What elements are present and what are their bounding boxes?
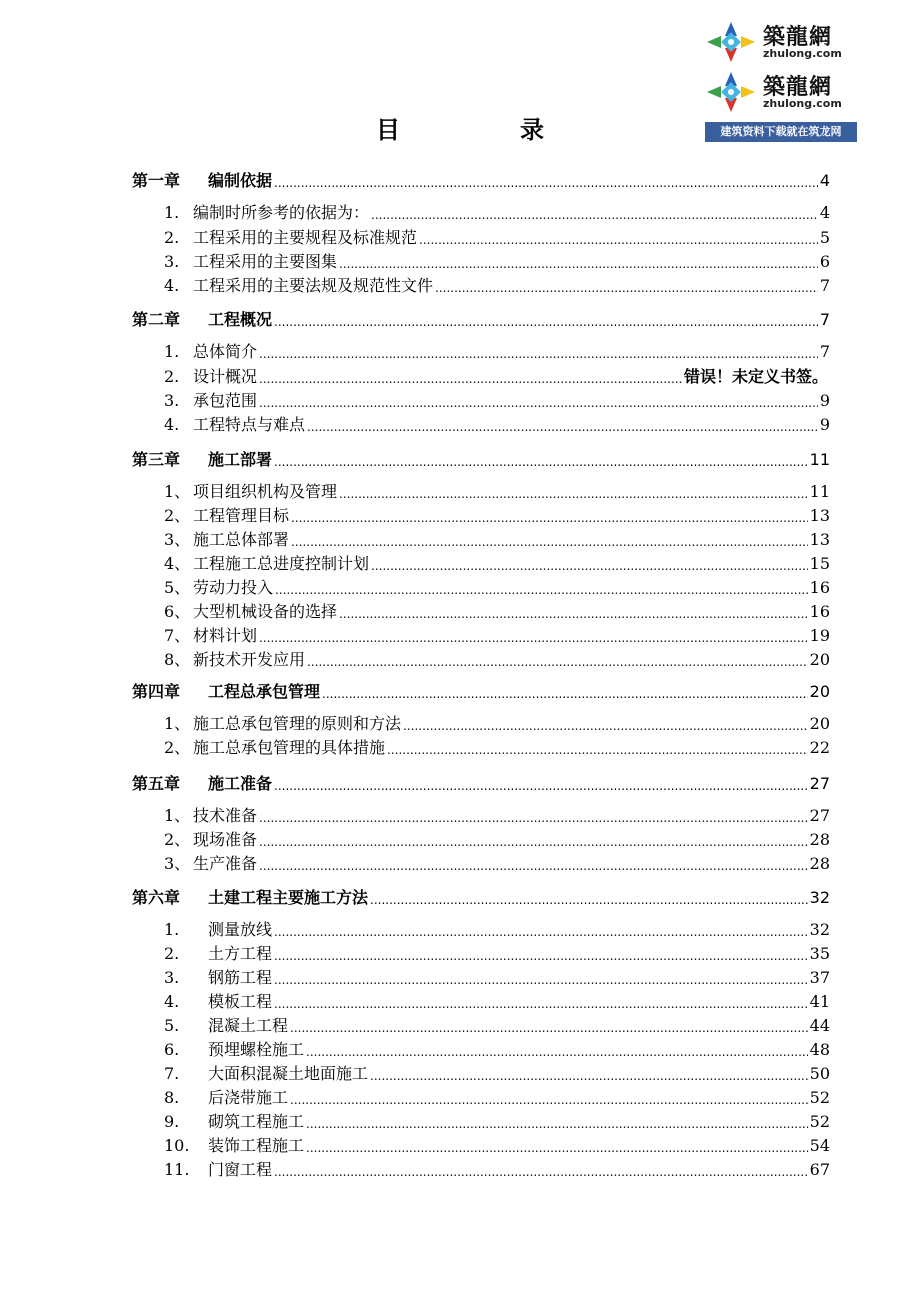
section-title: 测量放线 [208,920,273,939]
toc-section-entry[interactable] [164,737,830,759]
section-title: 预埋螺栓施工 [208,1040,305,1059]
section-number: 11. [164,1160,190,1179]
section-number: 4. [164,415,180,434]
section-number: 2. [164,944,180,963]
page-number: 48 [809,1040,830,1059]
chapter-label: 第六章 [132,888,181,907]
section-title: 大面积混凝土地面施工 [208,1064,369,1083]
section-title: 混凝土工程 [208,1016,289,1035]
toc-section-entry[interactable] [164,1063,830,1085]
page-number: 13 [809,530,830,549]
section-title: 设计概况 [193,367,258,386]
page-number: 20 [809,682,830,701]
section-number: 3. [164,968,180,987]
leader-dots [322,685,808,703]
page-number: 7 [819,342,830,361]
leader-dots [403,717,808,735]
toc-section-entry[interactable] [164,1087,830,1109]
leader-dots [307,418,818,436]
section-title: 施工总承包管理的具体措施 [193,738,386,757]
toc-chapter-entry[interactable] [132,449,830,471]
toc-section-entry[interactable] [164,505,830,527]
leader-dots [274,777,808,795]
logo-english-text: zhulong.com [763,47,842,60]
section-title: 工程管理目标 [193,506,290,525]
section-number: 4. [164,276,180,295]
section-title: 工程采用的主要规程及标准规范 [193,228,418,247]
section-number: 3、 [164,530,191,549]
leader-dots [259,345,818,363]
section-number: 6、 [164,602,191,621]
leader-dots [291,533,808,551]
toc-section-entry[interactable] [164,414,830,436]
page-number: 9 [819,415,830,434]
toc-chapter-entry[interactable] [132,773,830,795]
section-number: 2、 [164,506,191,525]
section-number: 5、 [164,578,191,597]
section-title: 施工总承包管理的原则和方法 [193,714,402,733]
toc-section-entry[interactable] [164,366,828,388]
toc-section-entry[interactable] [164,481,830,503]
toc-section-entry[interactable] [164,553,830,575]
page-number: 16 [809,602,830,621]
section-title: 项目组织机构及管理 [193,482,338,501]
page-title [0,110,920,145]
page-number: 41 [809,992,830,1011]
toc-section-entry[interactable] [164,275,830,297]
toc-section-entry[interactable] [164,1111,830,1133]
section-number: 1、 [164,482,191,501]
section-title: 工程施工总进度控制计划 [193,554,370,573]
chapter-label: 第五章 [132,774,181,793]
section-number: 9. [164,1112,180,1131]
chapter-label: 第二章 [132,310,181,329]
page-number: 16 [809,578,830,597]
page-number: 28 [809,854,830,873]
page-number: 22 [809,738,830,757]
leader-dots [274,174,818,192]
toc-section-entry[interactable] [164,1015,830,1037]
toc-section-entry[interactable] [164,601,830,623]
toc-section-entry[interactable] [164,713,830,735]
page-number: 11 [809,482,830,501]
section-number: 6. [164,1040,180,1059]
page-number: 5 [819,228,830,247]
section-number: 1、 [164,806,191,825]
toc-section-entry[interactable] [164,529,830,551]
section-title: 工程采用的主要法规及规范性文件 [193,276,434,295]
logo-english-text: zhulong.com [763,97,842,110]
page-number: 32 [809,888,830,907]
page-number: 9 [819,391,830,410]
leader-dots [435,279,818,297]
toc-section-entry[interactable] [164,1039,830,1061]
section-title: 土方工程 [208,944,273,963]
leader-dots [259,629,808,647]
page-number: 54 [809,1136,830,1155]
section-title: 工程采用的主要图集 [193,252,338,271]
leader-dots [291,509,808,527]
chapter-label: 第三章 [132,450,181,469]
section-title: 劳动力投入 [193,578,274,597]
leader-dots [290,1091,808,1109]
page-number: 19 [809,626,830,645]
logo-row-bottom [705,68,857,116]
page-number: 4 [819,171,830,190]
section-number: 1. [164,203,180,222]
chapter-title: 施工准备 [208,774,273,793]
toc-section-entry[interactable] [164,390,830,412]
leader-dots [274,313,818,331]
toc-section-entry[interactable] [164,919,830,941]
leader-dots [259,394,818,412]
pinwheel-logo-icon [705,20,757,64]
page-number: 27 [809,774,830,793]
leader-dots [275,581,808,599]
title-char-left: 目 [376,116,400,144]
leader-dots [387,741,808,759]
toc-section-entry[interactable] [164,1159,830,1181]
toc-section-entry[interactable] [164,341,830,363]
chapter-title: 土建工程主要施工方法 [208,888,369,907]
page-number: 4 [819,203,830,222]
section-number: 3. [164,391,180,410]
section-number: 1. [164,342,180,361]
page-number: 35 [809,944,830,963]
section-number: 2. [164,228,180,247]
leader-dots [259,809,808,827]
leader-dots [259,857,808,875]
section-title: 生产准备 [193,854,258,873]
section-number: 4、 [164,554,191,573]
chapter-label: 第一章 [132,171,181,190]
section-title: 工程特点与难点 [193,415,306,434]
chapter-label: 第四章 [132,682,181,701]
chapter-title: 工程总承包管理 [208,682,321,701]
toc-section-entry[interactable] [164,967,830,989]
page-number: 27 [809,806,830,825]
toc-chapter-entry[interactable] [132,887,830,909]
section-number: 2. [164,367,180,386]
leader-dots [306,1139,808,1157]
section-title: 装饰工程施工 [208,1136,305,1155]
toc-chapter-entry[interactable] [132,170,830,192]
toc-chapter-entry[interactable] [132,681,830,703]
section-number: 8、 [164,650,191,669]
toc-section-entry[interactable] [164,943,830,965]
section-number: 4. [164,992,180,1011]
page-number: 7 [819,276,830,295]
page-number: 50 [809,1064,830,1083]
section-title: 承包范围 [193,391,258,410]
toc-section-entry[interactable] [164,853,830,875]
section-number: 2、 [164,830,191,849]
section-title: 编制时所参考的依据为： [193,203,370,222]
toc-section-entry[interactable] [164,227,830,249]
toc-section-entry[interactable] [164,251,830,273]
toc-section-entry[interactable] [164,829,830,851]
leader-dots [274,947,808,965]
page-number: 错误！未定义书签。 [683,367,828,386]
section-title: 新技术开发应用 [193,650,306,669]
leader-dots [290,1019,808,1037]
page-number: 37 [809,968,830,987]
section-number: 7. [164,1064,180,1083]
section-title: 模板工程 [208,992,273,1011]
section-number: 2、 [164,738,191,757]
leader-dots [370,1067,808,1085]
leader-dots [306,1043,808,1061]
page-number: 13 [809,506,830,525]
section-title: 技术准备 [193,806,258,825]
section-number: 1、 [164,714,191,733]
leader-dots [339,255,818,273]
page-number: 7 [819,310,830,329]
section-title: 门窗工程 [208,1160,273,1179]
leader-dots [371,557,808,575]
page-number: 11 [809,450,830,469]
section-title: 钢筋工程 [208,968,273,987]
toc-section-entry[interactable] [164,577,830,599]
leader-dots [339,605,808,623]
section-title: 后浇带施工 [208,1088,289,1107]
section-title: 大型机械设备的选择 [193,602,338,621]
chapter-title: 工程概况 [208,310,273,329]
section-number: 10. [164,1136,190,1155]
section-title: 施工总体部署 [193,530,290,549]
section-title: 总体简介 [193,342,258,361]
leader-dots [274,995,808,1013]
title-char-right: 录 [520,116,544,144]
page-number: 28 [809,830,830,849]
leader-dots [371,206,818,224]
section-number: 3、 [164,854,191,873]
logo-slogan: 建筑资料下载就在筑龙网 [705,122,857,142]
toc-section-entry[interactable] [164,649,830,671]
page-number: 52 [809,1112,830,1131]
toc-section-entry[interactable] [164,1135,830,1157]
section-number: 8. [164,1088,180,1107]
pinwheel-logo-icon [705,70,757,114]
section-title: 材料计划 [193,626,258,645]
chapter-title: 施工部署 [208,450,273,469]
leader-dots [259,370,682,388]
toc-section-entry[interactable] [164,991,830,1013]
page-number: 15 [809,554,830,573]
toc-section-entry[interactable] [164,805,830,827]
toc-chapter-entry[interactable] [132,309,830,331]
chapter-title: 编制依据 [208,171,273,190]
section-title: 现场准备 [193,830,258,849]
leader-dots [274,1163,808,1181]
leader-dots [259,833,808,851]
page-number: 32 [809,920,830,939]
leader-dots [274,453,808,471]
page-number: 6 [819,252,830,271]
logo-row-top [705,18,857,66]
page-number: 67 [809,1160,830,1179]
toc-section-entry[interactable] [164,202,830,224]
section-title: 砌筑工程施工 [208,1112,305,1131]
page-number: 20 [809,650,830,669]
leader-dots [339,485,808,503]
leader-dots [274,923,808,941]
logo-chinese-text: 築龍網 [763,25,833,50]
leader-dots [419,231,818,249]
leader-dots [370,891,808,909]
logo-chinese-text: 築龍網 [763,75,833,100]
leader-dots [307,653,808,671]
leader-dots [274,971,808,989]
section-number: 7、 [164,626,191,645]
section-number: 1. [164,920,180,939]
page-number: 44 [809,1016,830,1035]
section-number: 5. [164,1016,180,1035]
leader-dots [306,1115,808,1133]
section-number: 3. [164,252,180,271]
toc-section-entry[interactable] [164,625,830,647]
page-number: 52 [809,1088,830,1107]
page-number: 20 [809,714,830,733]
